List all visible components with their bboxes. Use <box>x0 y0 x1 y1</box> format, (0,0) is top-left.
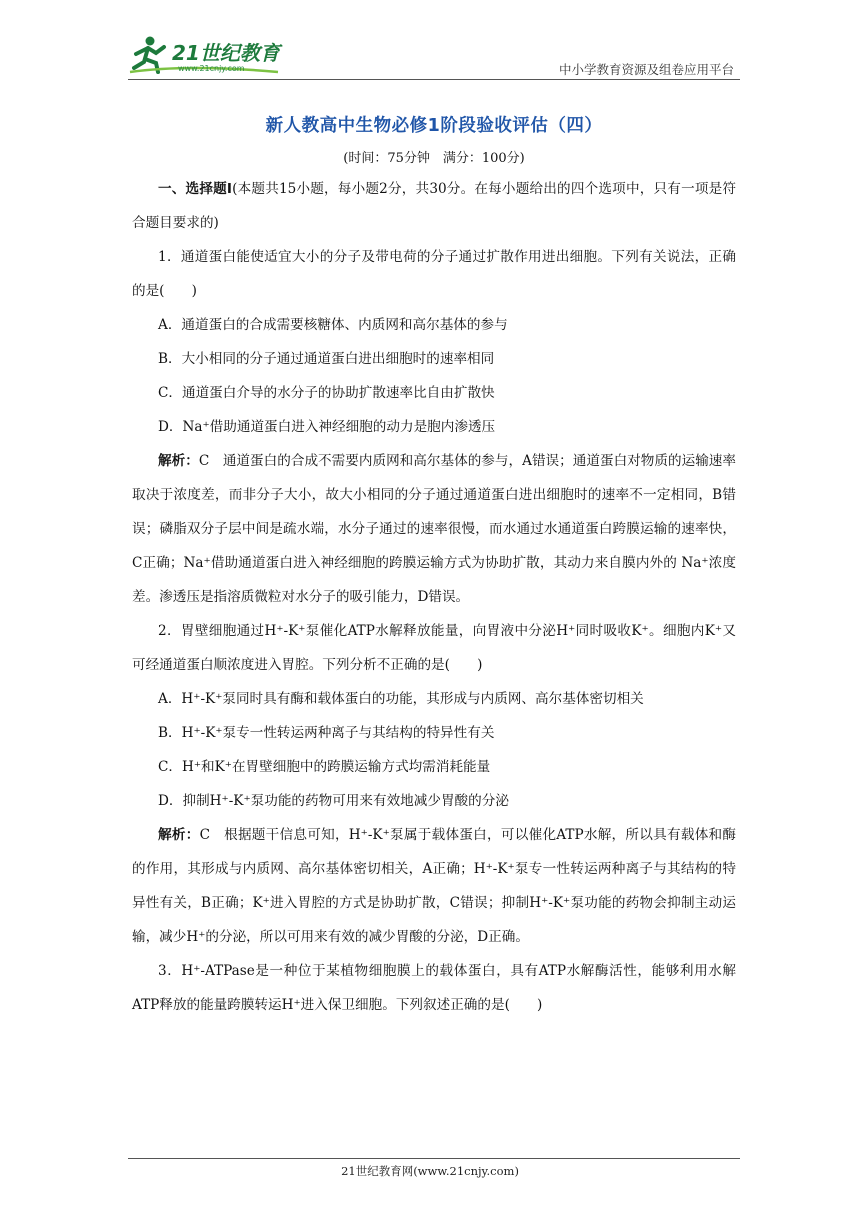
page-header <box>128 30 740 78</box>
logo-url: www.21cnjy.com <box>178 64 245 73</box>
question-3-stem: 3．H⁺-ATPase是一种位于某植物细胞膜上的载体蛋白，具有ATP水解酶活性，能够利用水解ATP释放的能量跨膜转运H⁺进入保卫细胞。下列叙述正确的是( ) <box>132 963 736 1013</box>
question-2-analysis <box>132 818 736 954</box>
question-2-option-c: C．H⁺和K⁺在胃壁细胞中的跨膜运输方式均需消耗能量 <box>158 759 491 775</box>
analysis-label: 解析： <box>158 453 199 469</box>
document-body <box>132 112 736 1022</box>
site-logo[interactable] <box>128 32 288 76</box>
analysis-label: 解析： <box>158 827 200 843</box>
question-1-analysis <box>132 444 736 614</box>
question-2-option-a: A．H⁺-K⁺泵同时具有酶和载体蛋白的功能，其形成与内质网、高尔基体密切相关 <box>158 691 644 707</box>
question-1-option-a: A．通道蛋白的合成需要核糖体、内质网和高尔基体的参与 <box>158 317 508 333</box>
section-heading <box>132 172 736 240</box>
section-label: 一、选择题Ⅰ <box>158 181 233 197</box>
platform-name: 中小学教育资源及组卷应用平台 <box>558 62 734 77</box>
page-title: 新人教高中生物必修1阶段验收评估（四） <box>265 116 603 136</box>
exam-meta: (时间：75分钟 满分：100分) <box>343 151 525 166</box>
question-1-option-d: D．Na⁺借助通道蛋白进入神经细胞的动力是胞内渗透压 <box>158 419 496 435</box>
question-2-option-b: B．H⁺-K⁺泵专一性转运两种离子与其结构的特异性有关 <box>158 725 495 741</box>
question-2-stem: 2．胃壁细胞通过H⁺-K⁺泵催化ATP水解释放能量，向胃液中分泌H⁺同时吸收K⁺。细胞内K⁺又可经通道蛋白顺浓度进入胃腔。下列分析不正确的是( ) <box>132 623 736 673</box>
logo-text: 21世纪教育 <box>172 41 280 65</box>
runner-logo-icon <box>128 32 288 76</box>
page-footer[interactable]: 21世纪教育网(www.21cnjy.com) <box>341 1164 519 1178</box>
analysis-text: C 通道蛋白的合成不需要内质网和高尔基体的参与，A错误；通道蛋白对物质的运输速率取决于浓度差，而非分子大小，故大小相同的分子通过通道蛋白进出细胞时的速率不一定相同，B错误；磷脂双分子层中间是疏水端，水分子通过的速率很慢，而水通过水通道蛋白跨膜运输的速率快，C正确；Na⁺借助通道蛋白进入神经细胞的跨膜运输方式为协助扩散，其动力来自膜内外的 Na⁺浓度差。渗透压是指溶质微粒对水分子的吸引能力，D错误。 <box>132 453 736 605</box>
question-1-stem: 1．通道蛋白能使适宜大小的分子及带电荷的分子通过扩散作用进出细胞。下列有关说法，正确的是( ) <box>132 249 736 299</box>
question-2-option-d: D．抑制H⁺-K⁺泵功能的药物可用来有效地减少胃酸的分泌 <box>158 793 509 809</box>
analysis-text: C 根据题干信息可知，H⁺-K⁺泵属于载体蛋白，可以催化ATP水解，所以具有载体和酶的作用，其形成与内质网、高尔基体密切相关，A正确；H⁺-K⁺泵专一性转运两种离子与其结构的特异性有关，B正确；K⁺进入胃腔的方式是协助扩散，C错误；抑制H⁺-K⁺泵功能的药物会抑制主动运输，减少H⁺的分泌，所以可用来有效的减少胃酸的分泌，D正确。 <box>132 827 737 945</box>
section-description: (本题共15小题，每小题2分，共30分。在每小题给出的四个选项中，只有一项是符合题目要求的) <box>132 181 737 231</box>
header-divider <box>128 79 740 80</box>
footer-divider <box>128 1158 740 1159</box>
question-1-option-c: C．通道蛋白介导的水分子的协助扩散速率比自由扩散快 <box>158 385 495 401</box>
question-1-option-b: B．大小相同的分子通过通道蛋白进出细胞时的速率相同 <box>158 351 495 367</box>
